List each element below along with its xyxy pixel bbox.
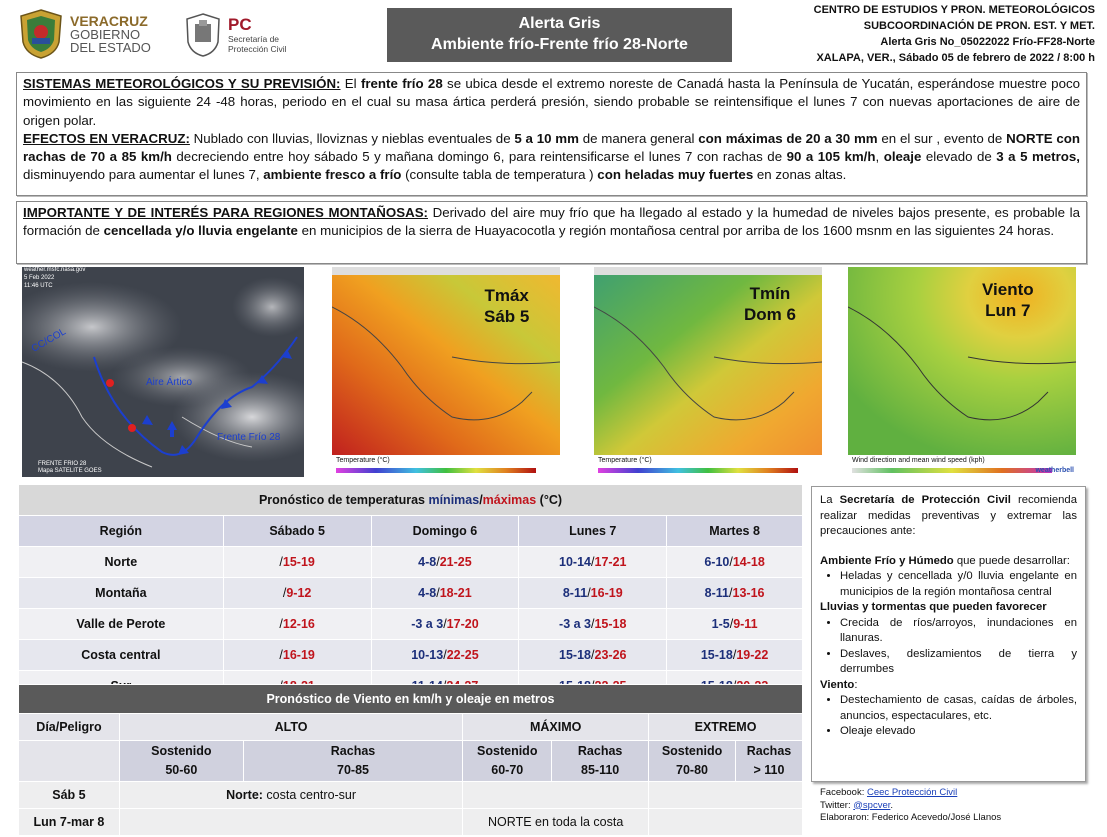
col-header: Sábado 5: [223, 516, 371, 547]
row-day: Lun 7-mar 8: [19, 809, 120, 836]
logo-pc-line2: Protección Civil: [228, 44, 287, 54]
sat-caption-line: FRENTE FRIO 28: [38, 461, 87, 467]
text: ambiente fresco a frío: [263, 167, 402, 183]
region-cell: Costa central: [19, 640, 224, 671]
table-row: [19, 809, 803, 836]
table-row: [19, 640, 803, 671]
max-temp: 12-16: [282, 617, 315, 631]
tmax-title-line2: Sáb 5: [484, 307, 530, 326]
min-temp: 10-14: [559, 555, 592, 569]
min-temp: 6-10: [704, 555, 730, 569]
text: disminuyendo para aumentar el lunes 7,: [23, 167, 264, 183]
text: (consulte tabla de temperatura ): [401, 167, 598, 183]
region-cell: Montaña: [19, 578, 224, 609]
max-temp: 13-16: [732, 586, 765, 600]
tmin-map: [594, 267, 822, 477]
separator: /: [729, 617, 734, 631]
header-info-line: SUBCOORDINACIÓN DE PRON. EST. Y MET.: [863, 20, 1095, 32]
max-temp: 16-19: [590, 586, 623, 600]
text: .: [890, 799, 894, 811]
alert-title-line2: Ambiente frío-Frente frío 28-Norte: [431, 36, 688, 53]
separator: /: [729, 586, 733, 600]
text: ,: [875, 149, 884, 165]
cell: [649, 741, 736, 782]
wind-list: [820, 693, 1077, 740]
text: con máximas de 20 a 30 mm: [698, 130, 878, 146]
sat-date: 5 Feb 2022: [24, 275, 55, 281]
region-cell: Norte: [19, 547, 224, 578]
text: recomienda realizar medidas preventivas y extremar las precauciones ante:: [820, 494, 1077, 537]
text: en municipios de la sierra de Huayacocotla y región montañosa central por arriba de los 1600 msnm en las siguientes 24 horas.: [297, 223, 1055, 239]
col-header: Martes 8: [667, 516, 803, 547]
text: con heladas muy fuertes: [597, 167, 754, 183]
logo-pc-abbr: PC: [228, 15, 252, 34]
min-temp: 8-11: [704, 586, 730, 600]
col-header-extremo: EXTREMO: [649, 714, 803, 741]
list-item: • Deslaves, deslizamientos de tierra y derrumbes: [840, 647, 1077, 678]
rain-list: [820, 616, 1077, 678]
text: se ubica desde el extremo noreste de Canadá hasta la Península de Yucatán, esperándose muestre poco movimiento en las siguiente 24 -48 horas, periodo en el cual su masa ártica perderá presión, siendo probable se reintensifique el lunes 7 con nuevas aportaciones de aire de origen polar.: [23, 76, 1081, 128]
text: Rachas: [746, 744, 792, 758]
separator: /: [729, 555, 733, 569]
sat-label-arctic-air: Aire Ártico: [146, 377, 193, 388]
header-info-line: XALAPA, VER., Sábado 05 de febrero de 2022 / 8:00 h: [816, 52, 1095, 64]
min-temp: 1-5: [711, 617, 730, 631]
temp-cell: [223, 578, 371, 609]
wind-title: [982, 279, 1034, 321]
separator: /: [591, 648, 595, 662]
min-temp: -3 a 3: [411, 617, 444, 631]
mountain-heading: IMPORTANTE Y DE INTERÉS PARA REGIONES MONTAÑOSAS:: [23, 205, 428, 220]
separator: /: [591, 555, 595, 569]
text: Rachas: [330, 744, 376, 758]
text: Ambiente Frío y Húmedo: [820, 554, 954, 567]
cold-list: [820, 569, 1077, 600]
text: decreciendo entre hoy sábado 5 y mañana domingo 6, para reintensificarse el lunes 7 con rachas de: [171, 149, 787, 165]
text: Sostenido: [661, 744, 723, 758]
wind-legend: Wind direction and mean wind speed (kph): [852, 457, 985, 464]
min-temp: 15-18: [700, 648, 733, 662]
text: elevado de: [921, 149, 997, 165]
facebook-line: [820, 787, 1001, 800]
text: 85-110: [581, 763, 620, 777]
recommendations-intro: [820, 493, 1077, 540]
text: en zonas altas.: [753, 167, 847, 183]
temp-cell: [519, 640, 667, 671]
logo-veracruz-line1: VERACRUZ: [70, 12, 148, 29]
temp-cell: [223, 609, 371, 640]
row-day: Sáb 5: [19, 782, 120, 809]
separator: /: [279, 555, 283, 569]
tmin-title: [744, 283, 796, 325]
wind-table-header: [19, 714, 803, 741]
list-item: • Oleaje elevado: [840, 724, 1077, 740]
max-temp: 17-21: [594, 555, 627, 569]
separator: /: [443, 648, 447, 662]
text: 5 a 10 mm: [514, 130, 579, 146]
text: 70-80: [676, 763, 709, 777]
max-temp: 14-18: [732, 555, 765, 569]
list-item: • Destechamiento de casas, caídas de árboles, anuncios, espectaculares, etc.: [840, 693, 1077, 724]
col-header: Región: [19, 516, 224, 547]
temp-cell: [667, 578, 803, 609]
text: El: [340, 76, 361, 91]
wind-brand: weatherbell: [1035, 467, 1074, 474]
max-temp: 17-20: [446, 617, 479, 631]
text: en el sur , evento de: [877, 130, 1007, 146]
min-temp: 4-8: [418, 586, 437, 600]
max-temp: 9-12: [286, 586, 312, 600]
cell: [243, 741, 463, 782]
text: 70-85: [337, 763, 369, 777]
text: Pronóstico de Viento en km/h y oleaje en metros: [19, 685, 803, 714]
separator: /: [279, 648, 283, 662]
veracruz-shield-icon: [18, 8, 64, 60]
cell: [552, 741, 649, 782]
max-temp: 23-26: [594, 648, 627, 662]
systems-heading: SISTEMAS METEOROLÓGICOS Y SU PREVISIÓN:: [23, 76, 341, 91]
wind-table: [18, 684, 803, 836]
alert-title: [387, 8, 732, 62]
cell: NORTE en toda la costa: [463, 809, 649, 836]
text: Pronóstico de temperaturas: [258, 493, 429, 507]
col-header: Lunes 7: [519, 516, 667, 547]
col-header-alto: ALTO: [119, 714, 462, 741]
veracruz-logo: [18, 6, 158, 62]
text: de manera general: [578, 130, 699, 146]
min-temp: 10-13: [411, 648, 444, 662]
wind-title-line1: Viento: [982, 280, 1034, 299]
max-temp: 19-22: [736, 648, 769, 662]
sat-time: 11:46 UTC: [24, 283, 53, 289]
cell: [649, 809, 803, 836]
sat-caption-line: Mapa SATELITE GOES: [38, 468, 102, 474]
header-info-line: Alerta Gris No_05022022 Frío-FF28-Norte: [880, 36, 1095, 48]
wind-table-title: [19, 685, 803, 714]
wind-title-line2: Lun 7: [985, 301, 1031, 320]
text: NORTE con rachas de 70 a 85 km/h: [23, 130, 1081, 165]
temp-cell: [371, 640, 519, 671]
text: Facebook:: [820, 787, 867, 798]
text: Rachas: [577, 744, 623, 758]
cold-heading: [820, 554, 1077, 570]
col-header: Domingo 6: [371, 516, 519, 547]
temp-cell: [667, 640, 803, 671]
cell: [649, 782, 803, 809]
col-header-maximo: MÁXIMO: [463, 714, 649, 741]
twitter-link[interactable]: @spcver: [853, 799, 891, 811]
text: La: [820, 494, 840, 506]
temp-cell: [667, 547, 803, 578]
effects-heading: EFECTOS EN VERACRUZ:: [23, 130, 190, 146]
temp-cell: [519, 547, 667, 578]
text: (°C): [536, 493, 563, 507]
temperature-table-header: [19, 516, 803, 547]
temperature-table: [18, 484, 803, 702]
header-info: [814, 2, 1095, 66]
twitter-line: [820, 800, 1001, 813]
col-header: Día/Peligro: [19, 714, 120, 741]
cell: [463, 782, 649, 809]
wind-table-subheader: [19, 741, 803, 782]
wind-map: [848, 267, 1076, 477]
max-temp: 18-21: [439, 586, 472, 600]
text: Sostenido: [151, 744, 212, 758]
forecast-summary-box: [16, 72, 1087, 196]
logo-veracruz-line2: GOBIERNO: [70, 26, 141, 42]
text: 60-70: [491, 763, 524, 777]
table-row: [19, 782, 803, 809]
text: 3 a 5 metros,: [996, 149, 1080, 165]
temp-cell: [371, 578, 519, 609]
text: cencellada y/o lluvia engelante: [103, 223, 298, 239]
text: 50-60: [165, 763, 198, 777]
min-temp: -3 a 3: [559, 617, 591, 631]
text: costa centro-sur: [262, 788, 357, 802]
separator: /: [282, 586, 287, 600]
temp-cell: [223, 547, 371, 578]
temp-cell: [223, 640, 371, 671]
temp-cell: [667, 609, 803, 640]
text: máximas: [482, 493, 537, 507]
cell: [119, 809, 462, 836]
max-temp: 9-11: [733, 617, 758, 631]
satellite-image: [22, 267, 304, 477]
cell: [736, 741, 803, 782]
logo-pc-line1: Secretaría de: [228, 34, 280, 44]
separator: /: [591, 617, 595, 631]
authors-line: Elaboraron: Federico Acevedo/José Llanos: [820, 812, 1002, 823]
tmax-title-line1: Tmáx: [484, 286, 529, 305]
tmax-legend: Temperature (°C): [336, 457, 390, 464]
logo-veracruz-line3: DEL ESTADO: [70, 39, 151, 55]
wind-heading: [820, 678, 1077, 694]
text: /: [479, 493, 483, 507]
text: que puede desarrollar:: [953, 554, 1070, 567]
rain-heading: Lluvias y tormentas que pueden favorecer: [820, 601, 1047, 613]
tmin-title-line1: Tmín: [749, 284, 791, 303]
cell: [463, 741, 552, 782]
text: frente frío 28: [360, 76, 443, 91]
tmin-legend: Temperature (°C): [598, 457, 652, 464]
sat-label-front: Frente Frío 28: [217, 432, 281, 443]
text: Nublado con lluvias, lloviznas y nieblas eventuales de: [189, 130, 515, 146]
temp-cell: [519, 609, 667, 640]
temperature-table-title: [19, 485, 803, 516]
tmax-map: [332, 267, 560, 477]
pc-shield-icon: [184, 12, 222, 58]
separator: /: [436, 586, 440, 600]
text: 90 a 105 km/h: [786, 149, 876, 165]
text: mínimas: [428, 493, 480, 507]
text: oleaje: [883, 149, 922, 165]
cell: [19, 741, 120, 782]
text: Secretaría de Protección Civil: [839, 494, 1011, 506]
sat-label-cc: CC/COL: [29, 326, 69, 355]
text: Sostenido: [477, 744, 538, 758]
max-temp: 22-25: [446, 648, 479, 662]
proteccion-civil-logo: [184, 10, 304, 60]
alert-title-line1: Alerta Gris: [518, 15, 601, 32]
text: Twitter:: [820, 799, 854, 811]
temp-cell: [519, 578, 667, 609]
list-item: • Crecida de ríos/arroyos, inundaciones en llanuras.: [840, 616, 1077, 647]
text: :: [854, 678, 858, 691]
recommendations-box: [811, 486, 1086, 782]
min-temp: 4-8: [418, 555, 437, 569]
header-info-line: CENTRO DE ESTUDIOS Y PRON. METEOROLÓGICOS: [813, 4, 1095, 16]
min-temp: 15-18: [559, 648, 592, 662]
separator: /: [587, 586, 591, 600]
separator: /: [436, 555, 440, 569]
text: Viento: [820, 678, 855, 691]
table-row: [19, 578, 803, 609]
region-cell: Valle de Perote: [19, 609, 224, 640]
separator: /: [279, 617, 283, 631]
min-temp: 8-11: [562, 586, 588, 600]
facebook-link[interactable]: Ceec Protección Civil: [867, 787, 958, 798]
max-temp: 21-25: [439, 555, 472, 569]
text: Derivado del aire muy frío que ha llegado al estado y la humedad de niveles bajos presente, es probable la formación de: [23, 205, 1081, 239]
mountain-regions-box: [16, 201, 1087, 264]
max-temp: 16-19: [282, 648, 315, 662]
footer-contacts: [820, 787, 1001, 825]
table-row: [19, 609, 803, 640]
text: > 110: [753, 763, 785, 777]
text: Norte:: [226, 788, 263, 802]
tmin-title-line2: Dom 6: [744, 305, 796, 324]
temp-cell: [371, 609, 519, 640]
list-item: • Heladas y cencellada y/0 lluvia engelante en municipios de la región montañosa central: [840, 569, 1077, 600]
max-temp: 15-18: [594, 617, 627, 631]
sat-source: weather.msfc.nasa.gov: [24, 267, 86, 273]
sat-caption: [38, 461, 102, 475]
separator: /: [732, 648, 737, 662]
table-row: [19, 547, 803, 578]
separator: /: [443, 617, 447, 631]
temp-cell: [371, 547, 519, 578]
cell: [119, 782, 462, 809]
tmax-title: [484, 285, 529, 327]
cell: [119, 741, 243, 782]
max-temp: 15-19: [282, 555, 315, 569]
